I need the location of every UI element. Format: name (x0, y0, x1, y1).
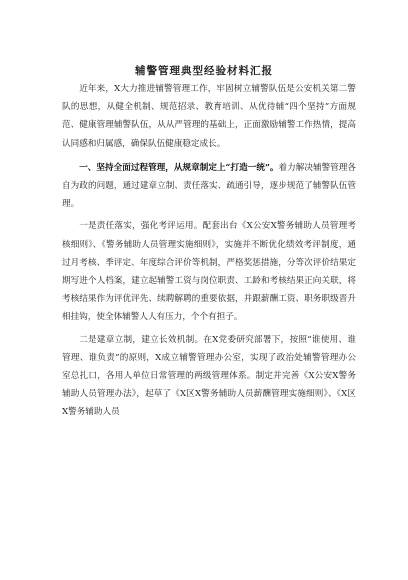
paragraph-text: 近年来，X大力推进辅警管理工作，牢固树立辅警队伍是公安机关第二警队的思想，从健全机制、规范招录、教育培训、从优待辅“四个坚持”方面规范、健康管理辅警队伍，从从严管理的基础上，正面激励辅警工作热情，提高认同感和归属感，确保队伍健康稳定成长。 (62, 84, 356, 149)
paragraph-point-2 (62, 331, 356, 422)
paragraph-text: 二是建章立制，建立长效机制。在X党委研究部署下，按照“谁使用、谁管理、谁负责”的原则，X成立辅警管理办公室，实现了政治处辅警管理办公室总扎口，各用人单位日常管理的两级管理体系。制定并完善《X公安X警务辅助人员管理办法》，起草了《X区X警务辅助人员薪酬管理实施细则》、《X区X警务辅助人员 (62, 334, 356, 418)
paragraph-text: 一是责任落实，强化考评运用。配套出台《X公安X警务辅助人员管理考核细则》、《警务辅助人员管理实施细则》，实施并不断优化绩效考评制度，通过月考核、季评定、年度综合评价等机制，严格奖惩措施，分等次评价结果定期写进个人档案，建立起辅警工资与岗位职责、工龄和考核结果正向关联，将考核结果作为评优评先、续聘解聘的重要依据，并跟薪酬工资、职务职级晋升相挂钩，使全体辅警人人有压力，个个有担子。 (62, 221, 356, 323)
section-heading: 一、坚持全面过程管理，从规章制定上“打造一统”。 (79, 162, 279, 173)
paragraph-point-1 (62, 217, 356, 326)
paragraph-section-1 (62, 159, 356, 214)
paragraph-text: 着力解决辅警管理各自为政的问题，通过建章立制、责任落实、疏通引导，逐步规范了辅警队伍管理。 (62, 162, 356, 210)
document-body (62, 80, 356, 426)
paragraph-intro (62, 80, 356, 153)
document-title: 辅警管理典型经验材料汇报 (135, 65, 273, 77)
